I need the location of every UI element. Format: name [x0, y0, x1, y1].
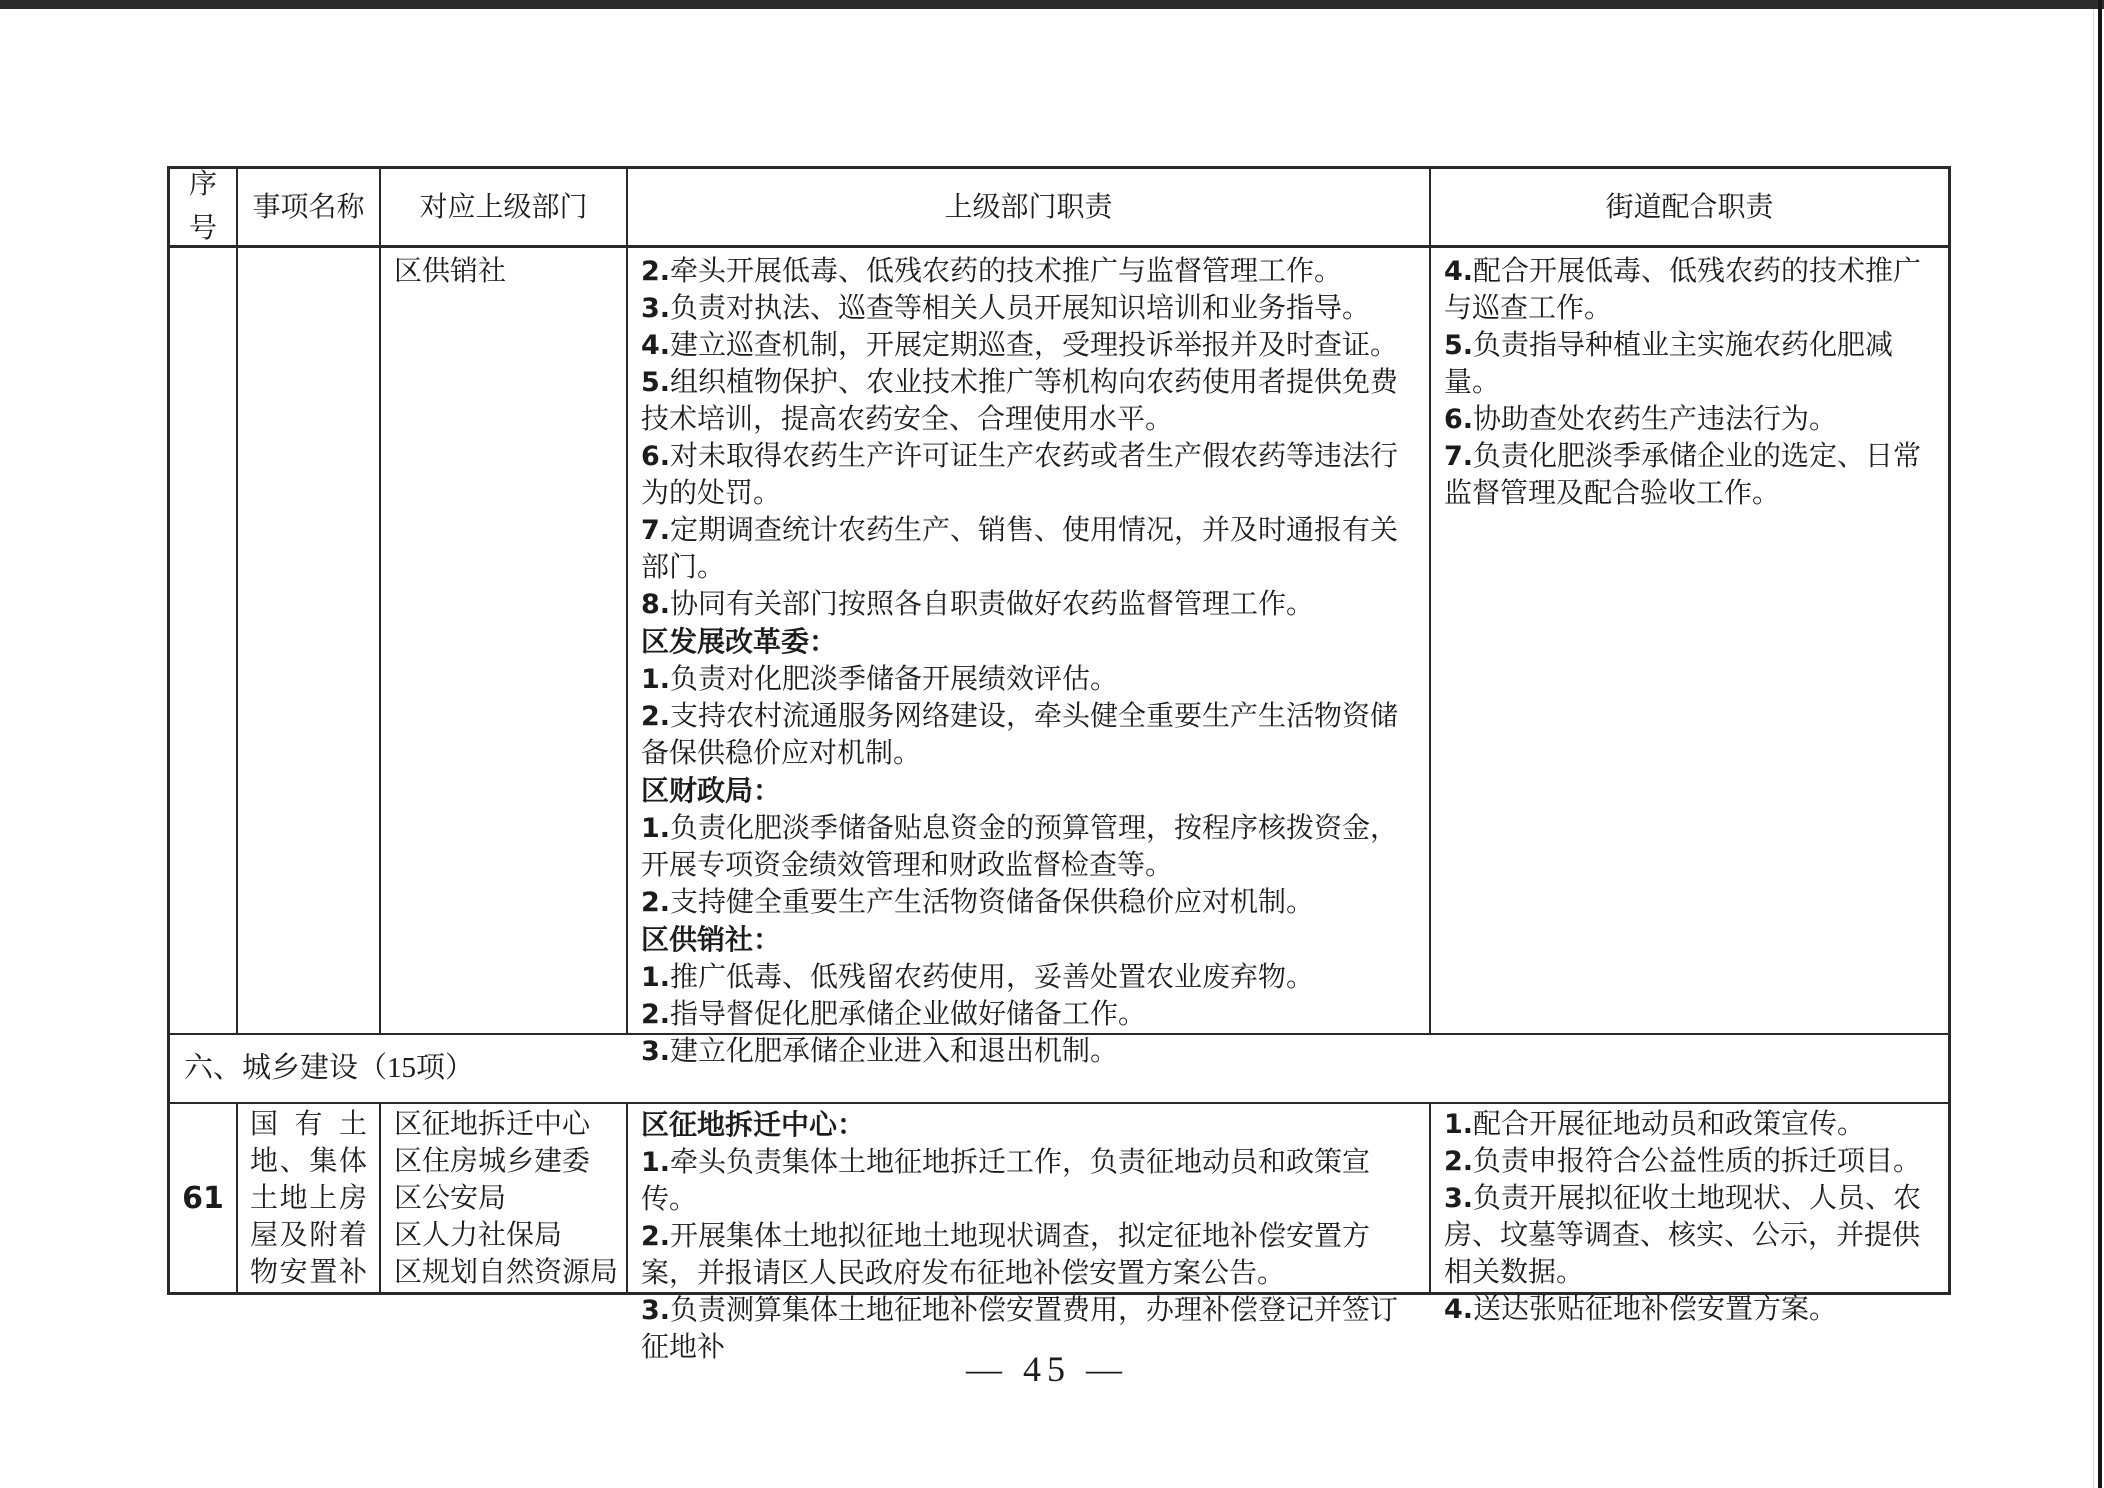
duty-number: 1.: [641, 962, 671, 993]
duty-heading: 区财政局：: [641, 775, 782, 806]
duty-text: 协助查处农药生产违法行为。: [1473, 404, 1838, 435]
duty-item: [641, 1033, 1416, 1070]
duty-item: [641, 586, 1416, 623]
duty-number: 5.: [641, 367, 671, 398]
duty-item: [641, 661, 1416, 698]
cell-duties-continued: [628, 248, 1431, 1067]
duty-item: [641, 698, 1416, 772]
duty-text: 负责申报符合公益性质的拆迁项目。: [1473, 1146, 1922, 1177]
header-cell-name: [238, 169, 381, 245]
duty-text: 负责化肥淡季储备贴息资金的预算管理，按程序核拨资金，开展专项资金绩效管理和财政监督检查等。: [641, 813, 1399, 881]
duty-number: 2.: [641, 887, 671, 918]
duty-number: 8.: [641, 589, 671, 620]
dept-line: 区公安局: [394, 1183, 507, 1214]
header-cell-duty: [628, 169, 1431, 245]
street-duty-item: [1444, 1180, 1935, 1291]
duty-text: 牵头开展低毒、低残农药的技术推广与监督管理工作。: [670, 256, 1343, 287]
duty-text: 负责化肥淡季承储企业的选定、日常监督管理及配合验收工作。: [1444, 441, 1922, 509]
duty-number: 7.: [641, 515, 671, 546]
page-edge-line: [2093, 9, 2094, 1488]
header-label-street: 街道配合职责: [1605, 191, 1774, 223]
cell-street-duties-61: [1431, 1104, 1948, 1325]
cell-duties-61: [628, 1104, 1431, 1363]
duty-item: [641, 772, 1416, 810]
duty-item: [641, 884, 1416, 921]
dept-line: 区住房城乡建委: [394, 1146, 591, 1177]
cell-seq-empty: [170, 248, 238, 1033]
header-label-name: 事项名称: [252, 191, 365, 223]
item-name-line: 地、集体: [250, 1146, 367, 1177]
header-label-duty: 上级部门职责: [944, 191, 1113, 223]
duty-heading: 区供销社：: [641, 924, 782, 955]
page-number: — 45 —: [966, 1349, 1128, 1389]
cell-seq-61: [170, 1104, 238, 1292]
duty-heading: 区征地拆迁中心：: [641, 1109, 866, 1140]
table-row-continued: [170, 248, 1948, 1067]
row-number: 61: [182, 1180, 224, 1216]
duty-number: 2.: [1444, 1146, 1474, 1177]
dept-line: 区征地拆迁中心: [394, 1109, 591, 1140]
duty-text: 负责测算集体土地征地补偿安置费用，办理补偿登记并签订征地补: [641, 1295, 1399, 1363]
duty-item: [641, 1218, 1416, 1292]
duty-text: 对未取得农药生产许可证生产农药或者生产假农药等违法行为的处罚。: [641, 441, 1399, 509]
duty-text: 负责指导种植业主实施农药化肥减量。: [1444, 330, 1894, 398]
street-duty-item: [1444, 401, 1935, 438]
header-cell-dept: [381, 169, 628, 245]
table-row-61: [170, 1104, 1948, 1363]
duty-text: 负责对化肥淡季储备开展绩效评估。: [670, 664, 1119, 695]
duty-number: 1.: [641, 664, 671, 695]
duty-text: 送达张贴征地补偿安置方案。: [1473, 1294, 1838, 1325]
street-duty-item: [1444, 1291, 1935, 1328]
duty-number: 6.: [641, 441, 671, 472]
cell-name-61: [238, 1104, 381, 1292]
duty-number: 1.: [1444, 1109, 1474, 1140]
duty-text: 牵头负责集体土地征地拆迁工作，负责征地动员和政策宣传。: [641, 1147, 1371, 1215]
street-duty-item: [1444, 1143, 1935, 1180]
item-name-line: 国有土: [250, 1109, 367, 1140]
duty-item: [641, 364, 1416, 438]
duty-item: [641, 1106, 1416, 1144]
duty-item: [641, 996, 1416, 1033]
cell-name-empty: [238, 248, 381, 1033]
duty-number: 4.: [1444, 1294, 1474, 1325]
dept-line: 区规划自然资源局: [394, 1257, 619, 1288]
dept-line: 区供销社: [394, 256, 507, 287]
duty-number: 2.: [641, 999, 671, 1030]
duty-text: 支持健全重要生产生活物资储备保供稳价应对机制。: [670, 887, 1315, 918]
duty-item: [641, 810, 1416, 884]
duty-item: [641, 1144, 1416, 1218]
duty-item: [641, 959, 1416, 996]
duty-number: 3.: [641, 1295, 671, 1326]
duty-item: [641, 921, 1416, 959]
item-name-line: 物安置补: [250, 1257, 367, 1288]
duty-item: [641, 623, 1416, 661]
duty-text: 负责对执法、巡查等相关人员开展知识培训和业务指导。: [670, 293, 1371, 324]
header-cell-seq: [170, 169, 238, 245]
cell-street-duties-continued: [1431, 248, 1948, 1033]
duty-number: 2.: [641, 701, 671, 732]
duty-number: 3.: [641, 1036, 671, 1067]
responsibilities-table: [167, 166, 1951, 1363]
duty-number: 2.: [641, 256, 671, 287]
duty-text: 建立化肥承储企业进入和退出机制。: [670, 1036, 1119, 1067]
duty-number: 6.: [1444, 404, 1474, 435]
duty-text: 开展集体土地拟征地土地现状调查，拟定征地补偿安置方案，并报请区人民政府发布征地补偿安置方案公告。: [641, 1221, 1371, 1289]
duty-number: 4.: [641, 330, 671, 361]
header-label-dept: 对应上级部门: [419, 191, 588, 223]
duty-number: 5.: [1444, 330, 1474, 361]
window-right-edge: [2098, 0, 2102, 1488]
header-cell-street: [1431, 169, 1948, 245]
item-name-line: 土地上房: [250, 1183, 367, 1214]
duty-text: 配合开展征地动员和政策宣传。: [1473, 1109, 1866, 1140]
duty-number: 3.: [1444, 1183, 1474, 1214]
duty-text: 定期调查统计农药生产、销售、使用情况，并及时通报有关部门。: [641, 515, 1399, 583]
window-top-bar: [0, 0, 2104, 9]
duty-text: 推广低毒、低残留农药使用，妥善处置农业废弃物。: [670, 962, 1315, 993]
duty-item: [641, 512, 1416, 586]
duty-item: [641, 327, 1416, 364]
cell-dept-continued: [381, 248, 628, 1033]
duty-number: 3.: [641, 293, 671, 324]
duty-number: 1.: [641, 813, 671, 844]
street-duty-item: [1444, 253, 1935, 327]
street-duty-item: [1444, 1106, 1935, 1143]
table-header-row: [170, 169, 1948, 248]
duty-number: 4.: [1444, 256, 1474, 287]
duty-number: 7.: [1444, 441, 1474, 472]
duty-number: 2.: [641, 1221, 671, 1252]
duty-item: [641, 253, 1416, 290]
duty-text: 建立巡查机制，开展定期巡查，受理投诉举报并及时查证。: [670, 330, 1399, 361]
dept-line: 区人力社保局: [394, 1220, 563, 1251]
item-name-line: 屋及附着: [250, 1220, 367, 1251]
duty-text: 组织植物保护、农业技术推广等机构向农药使用者提供免费技术培训，提高农药安全、合理使用水平。: [641, 367, 1399, 435]
section-title: 六、城乡建设（15项）: [184, 1052, 475, 1084]
cell-dept-61: [381, 1104, 628, 1292]
duty-number: 1.: [641, 1147, 671, 1178]
duty-item: [641, 438, 1416, 512]
street-duty-item: [1444, 438, 1935, 512]
duty-item: [641, 290, 1416, 327]
duty-text: 指导督促化肥承储企业做好储备工作。: [670, 999, 1147, 1030]
duty-heading: 区发展改革委：: [641, 626, 838, 657]
duty-text: 负责开展拟征收土地现状、人员、农房、坟墓等调查、核实、公示，并提供相关数据。: [1444, 1183, 1922, 1288]
duty-text: 支持农村流通服务网络建设，牵头健全重要生产生活物资储备保供稳价应对机制。: [641, 701, 1399, 769]
duty-text: 配合开展低毒、低残农药的技术推广与巡查工作。: [1444, 256, 1922, 324]
header-label-seq: 序号: [188, 169, 217, 244]
street-duty-item: [1444, 327, 1935, 401]
duty-text: 协同有关部门按照各自职责做好农药监督管理工作。: [670, 589, 1315, 620]
